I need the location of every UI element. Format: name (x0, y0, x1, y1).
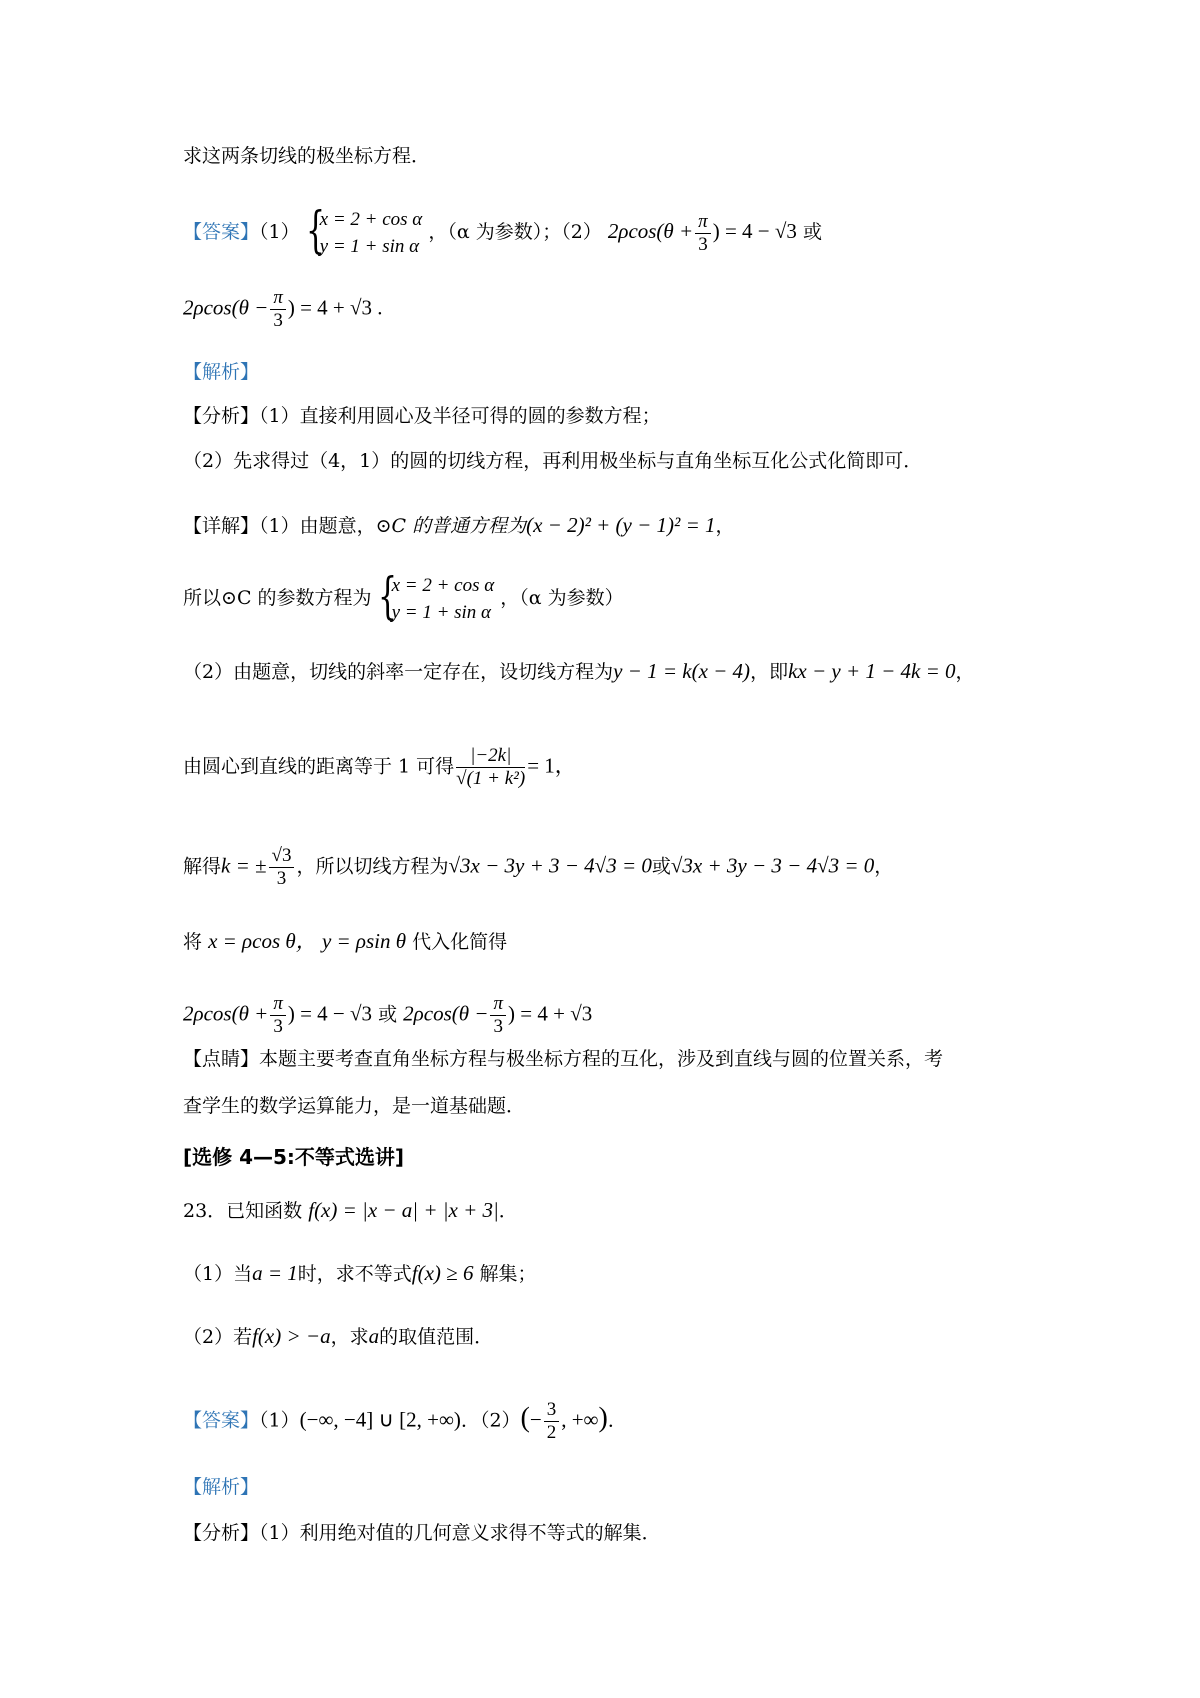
question-23-part-2 (183, 1322, 493, 1351)
text: ， (715, 515, 735, 537)
formula: ) = 4 − √3 (712, 219, 797, 243)
denominator: 3 (273, 1016, 283, 1037)
analysis-line: 【分析】（1）利用绝对值的几何意义求得不等式的解集． (183, 1522, 661, 1544)
formula: (x − 2)² + (y − 1)² = 1 (526, 513, 716, 537)
detail-line (183, 745, 576, 790)
formula: kx − y + 1 − 4k = 0 (788, 659, 956, 683)
eq-row: y = 1 + sin α (391, 602, 492, 623)
part-label: （1） (259, 221, 300, 243)
paren: ( (520, 1402, 530, 1434)
numerator: π (270, 993, 286, 1016)
text: ，即 (750, 661, 789, 683)
numerator: 3 (544, 1399, 560, 1422)
answer-line (183, 206, 822, 260)
text: ，求 (330, 1326, 369, 1348)
numerator: √3 (269, 845, 295, 868)
text: ．（2） (460, 1409, 521, 1432)
formula: − (529, 1407, 542, 1432)
section-heading: [选修 4—5:不等式选讲] (183, 1145, 405, 1169)
text: （1）当 (183, 1263, 253, 1285)
text: 或 (378, 1003, 398, 1026)
analysis-tag: 【解析】 (183, 361, 260, 383)
text: 将 (183, 931, 203, 953)
text: ，（α 为参数）；（2） (428, 221, 602, 243)
text: ，（α 为参数） (500, 587, 624, 609)
detail-line (183, 572, 624, 626)
formula: a = 1 (252, 1261, 298, 1285)
text: 或 (651, 855, 671, 878)
formula: x = ρcos θ， y = ρsin θ (208, 929, 407, 953)
answer-23 (183, 1399, 627, 1444)
detail-line (183, 927, 507, 956)
fraction (456, 745, 525, 790)
text: 所以 (183, 587, 222, 609)
eq-row: { x = 2 + cos α (391, 575, 495, 596)
comment-line: 【点睛】本题主要考查直角坐标方程与极坐标方程的互化，涉及到直线与圆的位置关系，考 (183, 1048, 944, 1070)
text: （1） (259, 1409, 300, 1432)
text: 解得 (183, 855, 222, 878)
text: ， (955, 661, 975, 683)
text: ． (498, 1200, 518, 1222)
text: ， (874, 855, 894, 878)
detail-line (183, 657, 975, 686)
fraction (269, 845, 295, 890)
text: ． (607, 1409, 627, 1432)
formula: ) = 4 + √3 . (287, 295, 383, 320)
paren: ) (598, 1402, 608, 1434)
text: （2）若 (183, 1326, 253, 1348)
formula: 2ρcos(θ − (403, 1001, 489, 1026)
question-23 (183, 1196, 518, 1225)
param-system (378, 572, 495, 626)
variable: a (368, 1324, 380, 1348)
denominator: √(1 + k²) (456, 768, 526, 789)
formula: = 1， (527, 753, 576, 778)
formula: k = ± (221, 853, 267, 878)
eq-row: y = 1 + sin α (319, 236, 420, 257)
fraction (695, 211, 711, 256)
detail-line (183, 511, 735, 540)
formula: ) = 4 + √3 (508, 1001, 593, 1026)
fraction (270, 993, 286, 1038)
text: ，所以切线方程为 (296, 855, 449, 878)
formula: f(x) = |x − a| + |x + 3| (308, 1198, 499, 1222)
numerator: |−2k| (456, 745, 525, 768)
answer-tag: 【答案】 (183, 1409, 260, 1432)
eq-row: { x = 2 + cos α (319, 209, 423, 230)
denominator: 3 (273, 310, 283, 331)
param-system (306, 206, 423, 260)
answer-tag: 【答案】 (183, 221, 260, 243)
formula: √3x + 3y − 3 − 4√3 = 0 (670, 853, 875, 878)
fraction (490, 993, 506, 1038)
text: 23．已知函数 (183, 1200, 303, 1222)
denominator: 3 (276, 868, 287, 889)
text: 的取值范围． (379, 1326, 494, 1348)
formula: y − 1 = k(x − 4) (613, 659, 751, 683)
formula: ) = 4 − √3 (287, 1001, 373, 1026)
analysis-tag: 【解析】 (183, 1476, 260, 1498)
numerator: π (270, 287, 286, 310)
formula: √3x − 3y + 3 − 4√3 = 0 (448, 853, 652, 878)
denominator: 3 (698, 233, 708, 255)
formula: 2ρcos(θ + (183, 1001, 269, 1026)
text: 【详解】（1）由题意， (183, 515, 376, 537)
text: 由圆心到直线的距离等于 1 可得 (183, 755, 455, 778)
comment-line: 查学生的数学运算能力，是一道基础题． (183, 1095, 526, 1117)
question-23-part-1 (183, 1259, 537, 1288)
denominator: 2 (546, 1422, 557, 1443)
formula: 2ρcos(θ − (183, 295, 269, 320)
formula: 2ρcos(θ + (607, 219, 694, 243)
text-line: 求这两条切线的极坐标方程． (183, 145, 431, 167)
circle-symbol: ⊙ (375, 515, 392, 537)
text: （2）由题意，切线的斜率一定存在，设切线方程为 (183, 661, 614, 683)
circle-symbol: ⊙ (221, 587, 237, 609)
denominator: 3 (493, 1016, 503, 1037)
detail-line (183, 845, 893, 890)
text: C 的普通方程为 (391, 515, 527, 537)
text: 时，求不等式 (297, 1263, 412, 1285)
result-line (183, 993, 592, 1038)
formula: (−∞, −4] ∪ [2, +∞) (299, 1407, 461, 1432)
numerator: π (490, 993, 506, 1016)
fraction (270, 287, 286, 332)
analysis-line: 【分析】（1）直接利用圆心及半径可得的圆的参数方程； (183, 405, 661, 427)
text: 或 (802, 221, 822, 243)
text: C 的参数方程为 (236, 587, 372, 609)
formula: f(x) ≥ 6 (411, 1261, 474, 1285)
formula: f(x) > −a (252, 1324, 331, 1348)
formula: , +∞ (561, 1407, 599, 1432)
numerator: π (695, 211, 711, 234)
answer-line-2 (183, 287, 383, 332)
text: 解集； (473, 1263, 537, 1285)
text: 代入化简得 (412, 931, 508, 953)
analysis-line: （2）先求得过（4，1）的圆的切线方程，再利用极坐标与直角坐标互化公式化简即可． (183, 450, 923, 472)
fraction (544, 1399, 560, 1444)
